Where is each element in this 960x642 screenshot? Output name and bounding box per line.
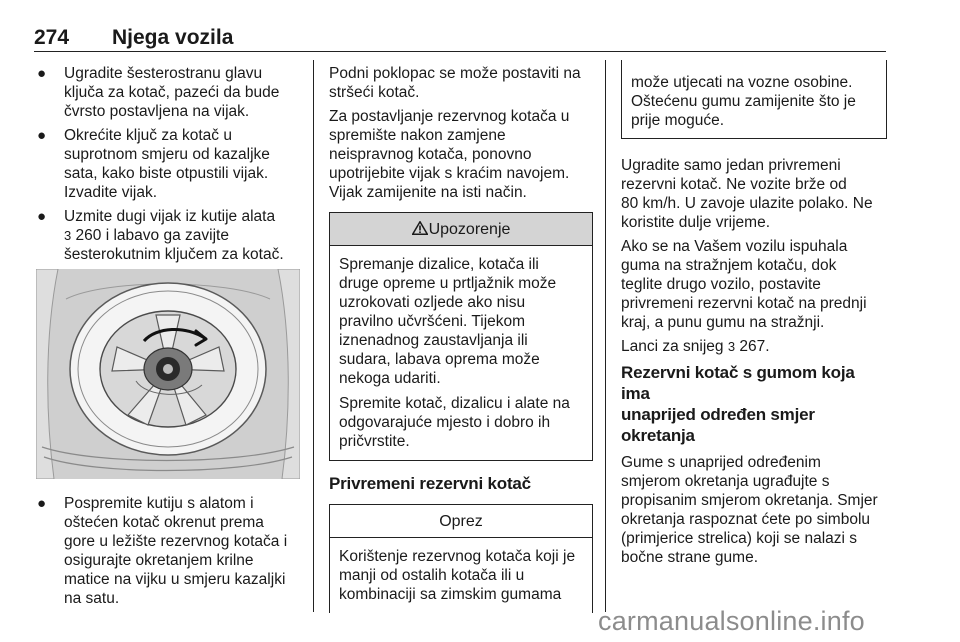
paragraph: Ugradite samo jedan privremeni rezervni kotač. Ne vozite brže od 80 km/h. U zavoje ulazite polako. Ne koristite dulje vrijeme. (621, 157, 873, 231)
column-3 (621, 60, 887, 572)
paragraph: Gume s unaprijed određenim smjerom okretanja ugrađujte s propisanim smjerom okretanja. Smjer okretanja raspoznat ćete po simbolu (primjerice strelica) koji se nalazi s bočne strane gume. (621, 454, 878, 566)
caution-header: Oprez (330, 505, 592, 538)
page-reference-link[interactable]: 267 (739, 338, 766, 355)
caution-box (329, 504, 593, 613)
section-heading: Privremeni rezervni kotač (329, 474, 531, 493)
column-1 (36, 64, 300, 613)
chapter-title: Njega vozila (112, 26, 234, 49)
bullet-icon: ● (37, 65, 47, 82)
warning-body (330, 246, 592, 460)
paragraph: Ako se na Vašem vozilu ispuhala guma na stražnjem kotaču, dok teglite drugo vozilo, postavite privremeni rezervni kotač na prednji kraj, a punu gumu na stražnji. (621, 238, 867, 331)
list-item: ● Uzmite dugi vijak iz kutije alata 3 260 i labavo ga zavijte šesterokutnim ključem za kotač. (37, 208, 284, 263)
bullet-icon: ● (37, 495, 47, 512)
bullet-icon: ● (37, 127, 47, 144)
column-divider-1 (313, 60, 314, 612)
list-item: ● Pospremite kutiju s alatom i oštećen kotač okrenut prema gore u ležište rezervnog kotača i osigurajte okretanjem krilne matice na vijku u smjeru kazaljki na satu. (37, 495, 288, 607)
warning-box (329, 212, 593, 461)
header-rule (34, 51, 886, 52)
warning-triangle-icon (412, 221, 428, 235)
paragraph: Lanci za snijeg 3 267. (621, 338, 770, 355)
warning-paragraph: Spremite kotač, dizalicu i alate na odgovarajuće mjesto i dobro ih pričvrstite. (339, 395, 570, 450)
page-reference-link[interactable]: 260 (75, 227, 102, 244)
caution-body (330, 538, 592, 613)
section-heading: Rezervni kotač s gumom koja ima unaprijed određen smjer okretanja (621, 363, 855, 445)
column-divider-2 (605, 60, 606, 612)
warning-header (330, 213, 592, 246)
bullet-icon: ● (37, 208, 47, 225)
list-item: ● Ugradite šesterostranu glavu ključa za kotač, pazeći da bude čvrsto postavljena na vijak. (37, 65, 280, 120)
caution-paragraph: Korištenje rezervnog kotača koji je manji od ostalih kotača ili u kombinaciji sa zimskim gumama (339, 548, 576, 603)
paragraph: Za postavljanje rezervnog kotača u spremište nakon zamjene neispravnog kotača, ponovno upotrijebite vijak s kraćim navojem. Vijak zamijenite na isti način. (329, 108, 570, 201)
list-item: ● Okrećite ključ za kotač u suprotnom smjeru od kazaljke sata, kako biste otpustili vijak. Izvadite vijak. (37, 127, 270, 201)
spare-wheel-drawing (36, 269, 300, 479)
page-reference-icon: 3 (727, 339, 736, 354)
warning-paragraph: Spremanje dizalice, kotača ili druge opreme u prtljažnik može uzrokovati ozljede ako nisu pravilno učvršćeni. Tijekom iznenadnog zaustavljanja ili sudara, labava oprema može nekoga udariti. (339, 256, 557, 387)
page-reference-icon: 3 (64, 228, 72, 243)
watermark: carmanualsonline.info (598, 606, 865, 636)
caution-paragraph: može utjecati na vozne osobine. Oštećenu gumu zamijenite što je prije moguće. (631, 74, 856, 129)
caution-box-continued (621, 60, 887, 139)
warning-title: Upozorenje (428, 221, 511, 238)
spare-wheel-illustration (36, 269, 300, 479)
caution-body-continued (622, 60, 886, 138)
paragraph: Podni poklopac se može postaviti na stršeći kotač. (329, 65, 581, 101)
page-header (34, 26, 886, 52)
column-2 (329, 64, 593, 613)
page-number: 274 (34, 26, 70, 49)
